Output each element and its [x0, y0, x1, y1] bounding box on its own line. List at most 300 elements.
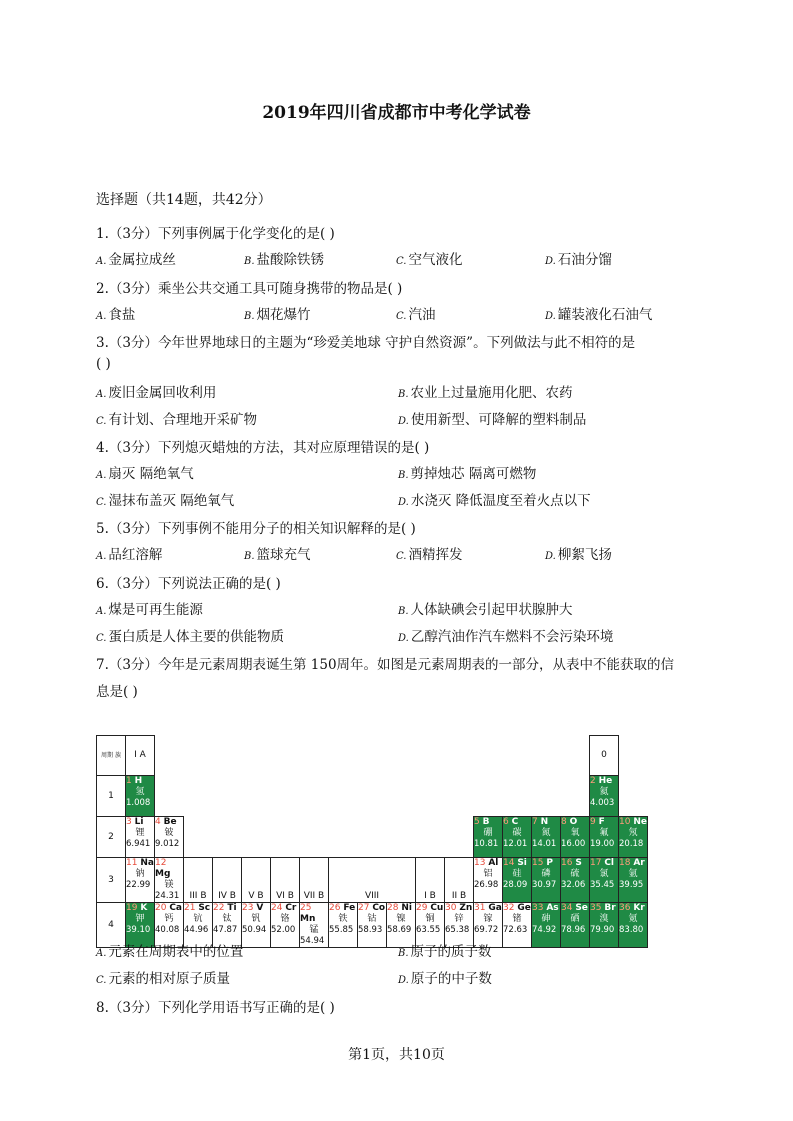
atomic-number: 33: [532, 903, 544, 913]
element-symbol: Ti: [227, 903, 237, 913]
q2-option-c[interactable]: [396, 303, 435, 323]
atomic-mass: 52.00: [271, 925, 296, 935]
option-letter: B.: [244, 311, 255, 322]
q3-option-d[interactable]: [398, 408, 586, 428]
atomic-mass: 4.003: [590, 798, 615, 808]
option-text: 乙醇汽油作汽车燃料不会污染环境: [410, 629, 614, 645]
element-symbol: B: [482, 817, 490, 827]
element-symbol: Br: [604, 903, 616, 913]
element-header: [155, 858, 183, 880]
q4-option-d[interactable]: [398, 489, 591, 509]
element-symbol: Cr: [285, 903, 297, 913]
option-letter: B.: [244, 256, 255, 267]
element-cell[interactable]: [619, 817, 648, 858]
element-header: [155, 903, 183, 914]
element-name: 镁: [164, 880, 174, 890]
option-text: 空气液化: [408, 252, 463, 268]
element-symbol: C: [511, 817, 519, 827]
element-header: [126, 776, 154, 787]
option-letter: D.: [545, 311, 556, 322]
atomic-number: 13: [474, 858, 486, 868]
atomic-mass: 35.45: [590, 880, 615, 890]
element-header: [329, 903, 357, 914]
element-header: [213, 903, 241, 914]
element-name: 氩: [628, 869, 638, 879]
element-cell[interactable]: [503, 858, 532, 903]
period-label: 3: [97, 858, 126, 903]
option-letter: D.: [398, 633, 409, 644]
option-letter: C.: [396, 551, 407, 562]
element-symbol: He: [598, 776, 613, 786]
option-text: 水浇灭 降低温度至着火点以下: [410, 493, 591, 509]
element-name: 氧: [570, 828, 580, 838]
atomic-number: 20: [155, 903, 167, 913]
atomic-mass: 16.00: [561, 839, 586, 849]
option-letter: D.: [398, 416, 409, 427]
atomic-number: 1: [126, 776, 132, 786]
group-header: VIII: [329, 858, 416, 903]
atomic-number: 9: [590, 817, 596, 827]
question-6-stem: 6.（3分）下列说法正确的是( ): [96, 576, 281, 592]
element-name: 锰: [309, 925, 319, 935]
atomic-mass: 50.94: [242, 925, 267, 935]
atomic-number: 11: [126, 858, 138, 868]
option-text: 原子的中子数: [410, 971, 492, 987]
element-symbol: Mn: [300, 914, 316, 924]
atomic-mass: 65.38: [445, 925, 470, 935]
element-header: [184, 903, 212, 914]
option-letter: B.: [244, 551, 255, 562]
element-name: 钴: [367, 914, 377, 924]
q4-option-b[interactable]: [398, 462, 536, 482]
element-symbol: Ni: [401, 903, 412, 913]
page-footer: 第1页，共10页: [348, 1047, 445, 1063]
option-text: 农业上过量施用化肥、农药: [410, 385, 573, 401]
option-letter: A.: [96, 389, 107, 400]
question-2-stem: 2.（3分）乘坐公共交通工具可随身携带的物品是( ): [96, 281, 403, 297]
question-4-stem: 4.（3分）下列熄灭蜡烛的方法，其对应原理错误的是( ): [96, 440, 430, 456]
atomic-mass: 63.55: [416, 925, 441, 935]
element-name: 锂: [135, 828, 145, 838]
element-symbol: Zn: [459, 903, 473, 913]
atomic-mass: 39.95: [619, 880, 644, 890]
q2-option-d[interactable]: [545, 303, 652, 323]
group-header: 0: [590, 736, 619, 776]
group-header: I A: [126, 736, 155, 776]
group-header: VI B: [271, 858, 300, 903]
element-cell[interactable]: [126, 776, 155, 817]
question-3-stem: 3.（3分）今年世界地球日的主题为“珍爱美地球 守护自然资源”。下列做法与此不相符的是: [96, 335, 636, 351]
option-letter: A.: [96, 948, 107, 959]
q5-option-c[interactable]: [396, 543, 462, 563]
element-symbol: Kr: [633, 903, 645, 913]
element-cell[interactable]: [126, 858, 155, 903]
atomic-mass: 78.96: [561, 925, 586, 935]
q6-option-c[interactable]: [96, 625, 284, 645]
q6-option-a[interactable]: [96, 598, 203, 618]
element-name: 氟: [599, 828, 609, 838]
element-cell[interactable]: [126, 817, 155, 858]
section-heading: 选择题（共14题，共42分）: [96, 192, 272, 208]
element-header: [619, 903, 647, 914]
atomic-number: 34: [561, 903, 573, 913]
atomic-number: 24: [271, 903, 283, 913]
page-title: 2019年四川省成都市中考化学试卷: [262, 103, 531, 123]
option-letter: A.: [96, 311, 107, 322]
option-text: 品红溶解: [108, 547, 163, 563]
element-cell[interactable]: [590, 817, 619, 858]
element-symbol: Na: [140, 858, 154, 868]
option-letter: C.: [396, 256, 407, 267]
element-header: [503, 903, 531, 914]
atomic-number: 23: [242, 903, 254, 913]
element-cell[interactable]: [358, 903, 387, 948]
element-header: [503, 858, 531, 869]
option-text: 盐酸除铁锈: [256, 252, 325, 268]
element-header: [532, 858, 560, 869]
q7-option-b[interactable]: [398, 940, 492, 960]
element-symbol: Cl: [604, 858, 615, 868]
atomic-mass: 54.94: [300, 936, 325, 946]
option-text: 蛋白质是人体主要的供能物质: [108, 629, 284, 645]
atomic-mass: 58.69: [387, 925, 412, 935]
period-label: 2: [97, 817, 126, 858]
atomic-mass: 55.85: [329, 925, 354, 935]
atomic-mass: 9.012: [155, 839, 180, 849]
element-cell[interactable]: [155, 817, 184, 858]
element-header: [155, 817, 183, 828]
atomic-mass: 30.97: [532, 880, 557, 890]
atomic-mass: 39.10: [126, 925, 151, 935]
option-text: 人体缺碘会引起甲状腺肿大: [410, 602, 573, 618]
atomic-number: 26: [329, 903, 341, 913]
element-header: [590, 776, 618, 787]
option-text: 湿抹布盖灭 隔绝氧气: [108, 493, 235, 509]
option-letter: A.: [96, 470, 107, 481]
periodic-table: [96, 735, 648, 948]
element-symbol: Ca: [169, 903, 183, 913]
atomic-mass: 14.01: [532, 839, 557, 849]
atomic-number: 28: [387, 903, 399, 913]
option-text: 烟花爆竹: [256, 307, 311, 323]
atomic-number: 35: [590, 903, 602, 913]
element-header: [619, 817, 647, 828]
element-cell[interactable]: [561, 817, 590, 858]
element-symbol: V: [256, 903, 264, 913]
element-name: 镓: [483, 914, 493, 924]
atomic-mass: 22.99: [126, 880, 151, 890]
element-symbol: P: [546, 858, 553, 868]
element-name: 铬: [280, 914, 290, 924]
element-header: [126, 858, 154, 869]
atomic-mass: 74.92: [532, 925, 557, 935]
option-text: 废旧金属回收利用: [108, 385, 217, 401]
element-header: [358, 903, 386, 914]
element-cell[interactable]: [590, 858, 619, 903]
element-header: [561, 817, 589, 828]
element-symbol: Li: [134, 817, 144, 827]
element-cell[interactable]: [590, 776, 619, 817]
element-symbol: K: [140, 903, 148, 913]
group-header: III B: [184, 858, 213, 903]
option-text: 篮球充气: [256, 547, 311, 563]
q1-option-d[interactable]: [545, 248, 612, 268]
atomic-number: 7: [532, 817, 538, 827]
element-cell[interactable]: [532, 858, 561, 903]
element-header: [590, 903, 618, 914]
option-text: 原子的质子数: [410, 944, 492, 960]
atomic-number: 15: [532, 858, 544, 868]
atomic-number: 25: [300, 903, 312, 913]
element-name: 氢: [135, 787, 145, 797]
atomic-number: 21: [184, 903, 196, 913]
option-text: 罐装液化石油气: [557, 307, 653, 323]
element-header: [474, 858, 502, 869]
atomic-number: 29: [416, 903, 428, 913]
atomic-number: 10: [619, 817, 631, 827]
element-header: [590, 858, 618, 869]
element-name: 砷: [541, 914, 551, 924]
element-header: [445, 903, 473, 914]
atomic-number: 5: [474, 817, 480, 827]
option-letter: C.: [96, 497, 107, 508]
option-text: 柳絮飞扬: [557, 547, 612, 563]
element-header: [416, 903, 444, 914]
q6-option-d[interactable]: [398, 625, 613, 645]
option-letter: C.: [396, 311, 407, 322]
option-text: 剪掉烛芯 隔离可燃物: [410, 466, 537, 482]
option-text: 扇灭 隔绝氧气: [108, 466, 194, 482]
atomic-number: 32: [503, 903, 515, 913]
option-text: 汽油: [408, 307, 436, 323]
option-letter: A.: [96, 606, 107, 617]
option-letter: C.: [96, 975, 107, 986]
element-symbol: Cu: [430, 903, 444, 913]
atomic-number: 18: [619, 858, 631, 868]
atomic-mass: 19.00: [590, 839, 615, 849]
element-symbol: Ne: [633, 817, 647, 827]
atomic-mass: 1.008: [126, 798, 151, 808]
element-cell[interactable]: [503, 817, 532, 858]
element-cell[interactable]: [561, 858, 590, 903]
atomic-mass: 6.941: [126, 839, 151, 849]
option-text: 金属拉成丝: [108, 252, 176, 268]
option-letter: B.: [398, 606, 409, 617]
q5-option-b[interactable]: [244, 543, 311, 563]
q5-option-d[interactable]: [545, 543, 612, 563]
option-letter: C.: [96, 416, 107, 427]
element-header: [590, 817, 618, 828]
element-header: [619, 858, 647, 869]
atomic-mass: 28.09: [503, 880, 528, 890]
option-text: 元素的相对原子质量: [108, 971, 230, 987]
atomic-mass: 83.80: [619, 925, 644, 935]
atomic-number: 4: [155, 817, 161, 827]
option-letter: C.: [96, 633, 107, 644]
atomic-number: 17: [590, 858, 602, 868]
element-header: [242, 903, 270, 914]
group-header: II B: [445, 858, 474, 903]
atomic-mass: 79.90: [590, 925, 615, 935]
q2-option-a[interactable]: [96, 303, 135, 323]
element-name: 镍: [396, 914, 406, 924]
group-header: I B: [416, 858, 445, 903]
option-letter: B.: [398, 948, 409, 959]
option-letter: B.: [398, 389, 409, 400]
atomic-number: 12: [155, 858, 167, 868]
q7-option-c[interactable]: [96, 967, 230, 987]
element-cell[interactable]: [242, 903, 271, 948]
q3-option-c[interactable]: [96, 408, 257, 428]
element-cell[interactable]: [619, 858, 648, 903]
element-name: 硒: [570, 914, 580, 924]
atomic-number: 27: [358, 903, 370, 913]
atomic-number: 36: [619, 903, 631, 913]
element-header: [561, 903, 589, 914]
q1-option-a[interactable]: [96, 248, 176, 268]
element-name: 锗: [512, 914, 522, 924]
element-header: [387, 903, 415, 914]
element-symbol: N: [540, 817, 549, 827]
element-name: 氯: [599, 869, 609, 879]
element-header: [503, 817, 531, 828]
q3-option-a[interactable]: [96, 381, 216, 401]
q1-option-b[interactable]: [244, 248, 324, 268]
option-letter: A.: [96, 551, 107, 562]
element-cell[interactable]: [619, 903, 648, 948]
question-3-stem-cont: ( ): [96, 356, 111, 372]
option-text: 使用新型、可降解的塑料制品: [410, 412, 587, 428]
element-cell[interactable]: [329, 903, 358, 948]
element-name: 硼: [483, 828, 493, 838]
element-cell[interactable]: [532, 903, 561, 948]
atomic-mass: 47.87: [213, 925, 238, 935]
question-5-stem: 5.（3分）下列事例不能用分子的相关知识解释的是( ): [96, 521, 416, 537]
element-header: [532, 817, 560, 828]
option-text: 酒精挥发: [408, 547, 463, 563]
question-7-stem-cont: 息是( ): [96, 684, 138, 700]
question-8-stem: 8.（3分）下列化学用语书写正确的是( ): [96, 1000, 335, 1016]
element-name: 锌: [454, 914, 464, 924]
atomic-number: 19: [126, 903, 138, 913]
element-symbol: H: [134, 776, 143, 786]
element-cell[interactable]: [474, 858, 503, 903]
element-cell[interactable]: [300, 903, 329, 948]
element-header: [271, 903, 299, 914]
q3-option-b[interactable]: [398, 381, 573, 401]
atomic-mass: 40.08: [155, 925, 180, 935]
element-cell[interactable]: [561, 903, 590, 948]
option-text: 元素在周期表中的位置: [108, 944, 244, 960]
atomic-mass: 69.72: [474, 925, 499, 935]
q6-option-b[interactable]: [398, 598, 573, 618]
element-header: [532, 903, 560, 914]
element-cell[interactable]: [474, 817, 503, 858]
q4-option-c[interactable]: [96, 489, 234, 509]
group-header: IV B: [213, 858, 242, 903]
atomic-number: 30: [445, 903, 457, 913]
atomic-number: 22: [213, 903, 225, 913]
option-letter: D.: [545, 551, 556, 562]
element-name: 氮: [541, 828, 551, 838]
element-name: 硫: [570, 869, 580, 879]
element-header: [474, 903, 502, 914]
option-letter: D.: [545, 256, 556, 267]
group-header: VII B: [300, 858, 329, 903]
option-letter: A.: [96, 256, 107, 267]
option-letter: D.: [398, 975, 409, 986]
element-name: 氦: [599, 787, 609, 797]
element-header: [300, 903, 328, 925]
option-text: 石油分馏: [557, 252, 612, 268]
group-header: V B: [242, 858, 271, 903]
atomic-mass: 20.18: [619, 839, 644, 849]
option-text: 有计划、合理地开采矿物: [108, 412, 257, 428]
element-name: 钠: [135, 869, 145, 879]
option-letter: B.: [398, 470, 409, 481]
element-cell[interactable]: [532, 817, 561, 858]
element-symbol: Sc: [198, 903, 211, 913]
atomic-mass: 12.01: [503, 839, 528, 849]
atomic-number: 31: [474, 903, 486, 913]
element-symbol: O: [569, 817, 578, 827]
element-symbol: Ge: [517, 903, 531, 913]
atomic-mass: 44.96: [184, 925, 209, 935]
question-7-stem: 7.（3分）今年是元素周期表诞生第 150周年。如图是元素周期表的一部分，从表中不能获取的信: [96, 657, 675, 673]
element-cell[interactable]: [155, 858, 184, 903]
element-cell[interactable]: [503, 903, 532, 948]
element-symbol: Ga: [488, 903, 502, 913]
element-name: 氪: [628, 914, 638, 924]
atomic-number: 2: [590, 776, 596, 786]
atomic-mass: 32.06: [561, 880, 586, 890]
q7-option-a[interactable]: [96, 940, 243, 960]
element-name: 碳: [512, 828, 522, 838]
element-name: 磷: [541, 869, 551, 879]
element-symbol: Si: [517, 858, 527, 868]
element-header: [474, 817, 502, 828]
element-name: 铜: [425, 914, 435, 924]
q7-option-d[interactable]: [398, 967, 492, 987]
element-name: 钒: [251, 914, 261, 924]
period-label: 4: [97, 903, 126, 948]
atomic-mass: 10.81: [474, 839, 499, 849]
element-symbol: Se: [575, 903, 588, 913]
element-name: 钙: [164, 914, 174, 924]
atomic-number: 16: [561, 858, 573, 868]
element-symbol: Fe: [343, 903, 356, 913]
q1-option-c[interactable]: [396, 248, 462, 268]
element-name: 氖: [628, 828, 638, 838]
atomic-number: 3: [126, 817, 132, 827]
element-cell[interactable]: [590, 903, 619, 948]
atomic-number: 6: [503, 817, 509, 827]
option-text: 食盐: [108, 307, 136, 323]
atomic-mass: 72.63: [503, 925, 528, 935]
element-name: 钪: [193, 914, 203, 924]
period-label: 1: [97, 776, 126, 817]
atomic-number: 14: [503, 858, 515, 868]
atomic-number: 8: [561, 817, 567, 827]
q4-option-a[interactable]: [96, 462, 194, 482]
element-symbol: Be: [163, 817, 177, 827]
element-name: 溴: [599, 914, 609, 924]
option-text: 煤是可再生能源: [108, 602, 203, 618]
q2-option-b[interactable]: [244, 303, 311, 323]
element-symbol: Ar: [633, 858, 645, 868]
element-cell[interactable]: [271, 903, 300, 948]
q5-option-a[interactable]: [96, 543, 162, 563]
